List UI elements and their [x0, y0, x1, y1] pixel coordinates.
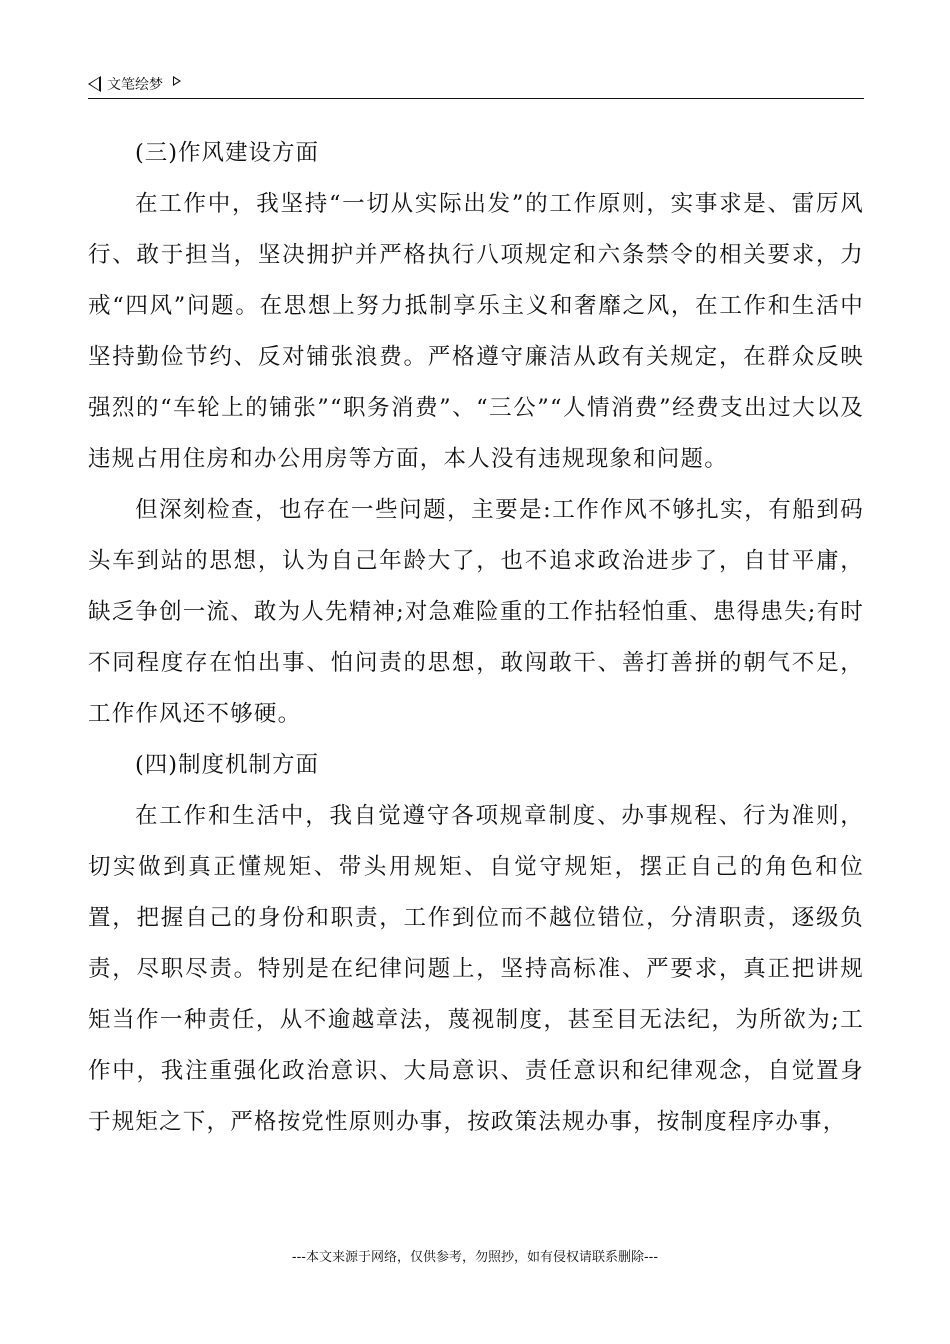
triangle-left-icon	[88, 76, 101, 92]
paragraph: 在工作中，我坚持“一切从实际出发”的工作原则，实事求是、雷厉风行、敢于担当，坚决拥护并严格执行八项规定和六条禁令的相关要求，力戒“四风”问题。在思想上努力抵制享乐主义和奢靡之风，在工作和生活中坚持勤俭节约、反对铺张浪费。严格遵守廉洁从政有关规定，在群众反映强烈的“车轮上的铺张”“职务消费”、“三公”“人情消费”经费支出过大以及违规占用住房和办公用房等方面，本人没有违规现象和问题。	[88, 191, 864, 472]
page-footer-notice: ---本文来源于网络，仅供参考，勿照抄，如有侵权请联系删除---	[291, 1250, 659, 1265]
triangle-right-icon	[173, 76, 181, 86]
paragraph: 在工作和生活中，我自觉遵守各项规章制度、办事规程、行为准则，切实做到真正懂规矩、带头用规矩、自觉守规矩，摆正自己的角色和位置，把握自己的身份和职责，工作到位而不越位错位，分清职责，逐级负责，尽职尽责。特别是在纪律问题上，坚持高标准、严要求，真正把讲规矩当作一种责任，从不逾越章法，蔑视制度，甚至目无法纪，为所欲为;工作中，我注重强化政治意识、大局意识、责任意识和纪律观念，自觉置身于规矩之下，严格按党性原则办事，按政策法规办事，按制度程序办事，	[88, 803, 864, 1135]
header-brand: 文笔绘梦	[107, 77, 163, 93]
paragraph: 但深刻检查，也存在一些问题，主要是:工作作风不够扎实，有船到码头车到站的思想，认为自己年龄大了，也不追求政治进步了，自甘平庸，缺乏争创一流、敢为人先精神;对急难险重的工作拈轻怕重、患得患失;有时不同程度存在怕出事、怕问责的思想，敢闯敢干、善打善拼的朝气不足，工作作风还不够硬。	[88, 497, 864, 727]
header-brand-group	[88, 74, 181, 94]
page-header	[88, 70, 864, 99]
section-heading-style: (三)作风建设方面	[135, 140, 320, 166]
section-heading-system: (四)制度机制方面	[135, 752, 320, 778]
document-body	[88, 128, 864, 1148]
